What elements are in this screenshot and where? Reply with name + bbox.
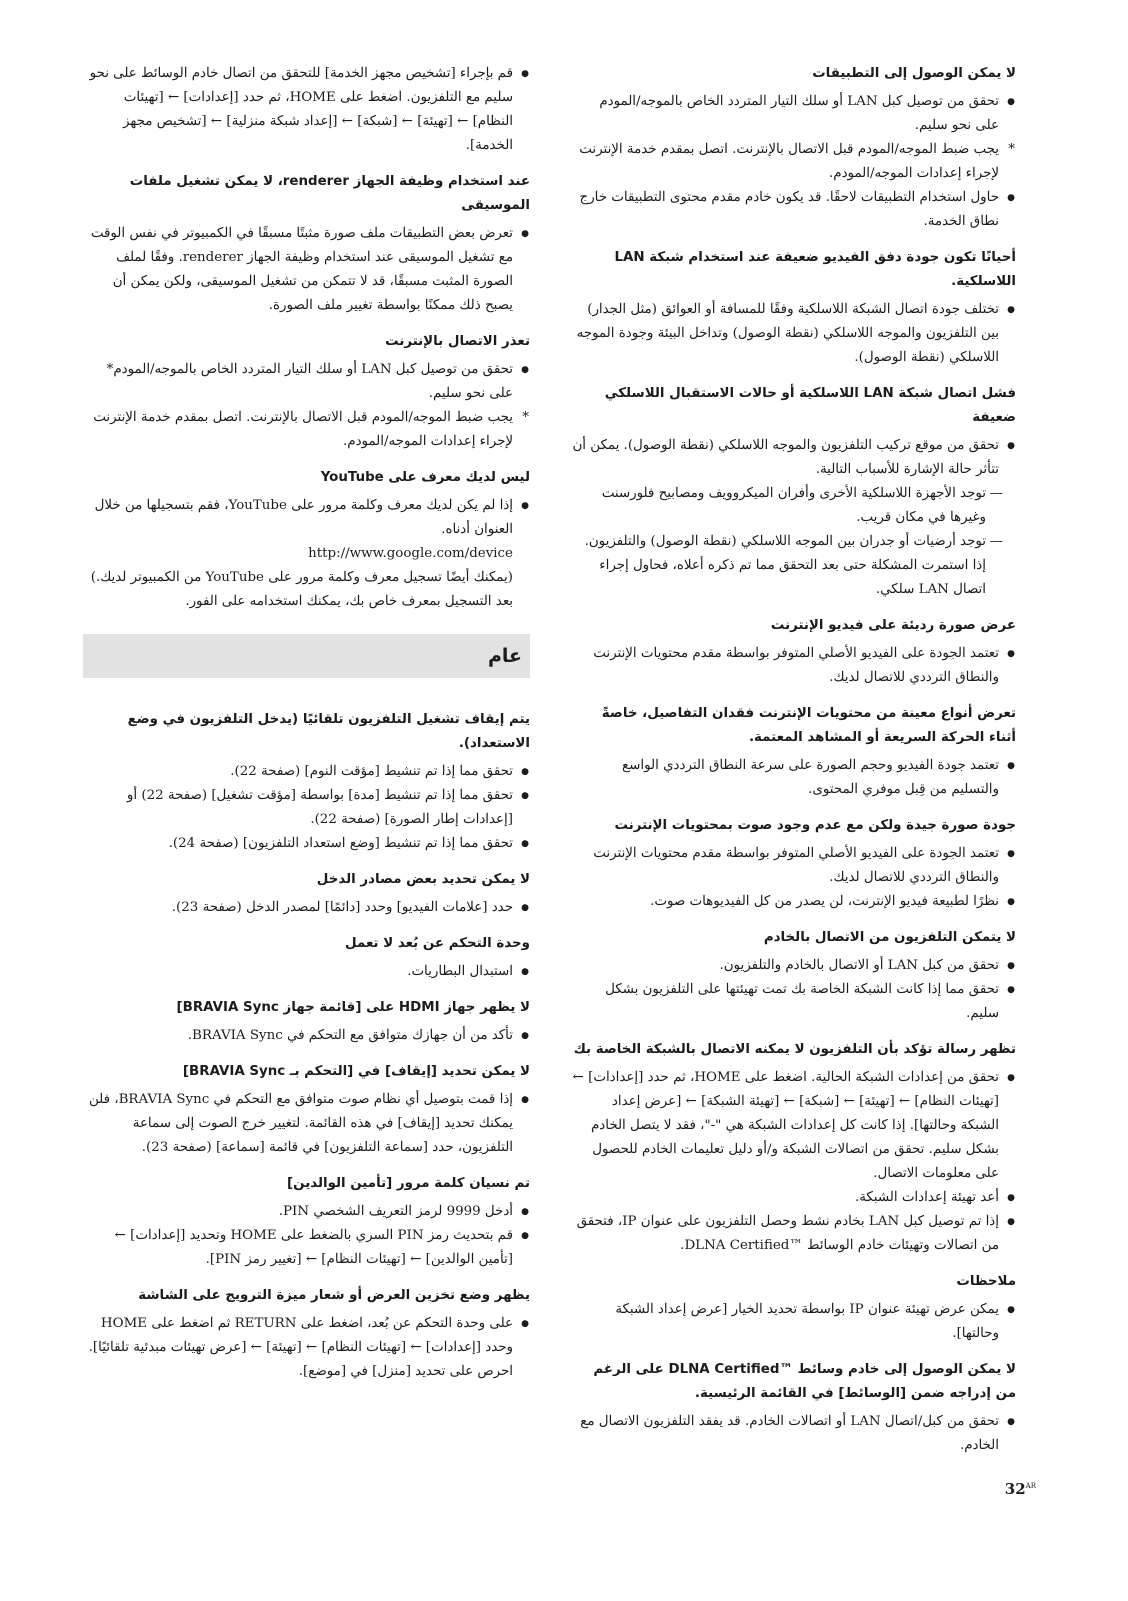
list-item: ● تحقق مما إذا تم تنشيط [وضع استعداد التلفزيون] (صفحة 24). bbox=[83, 832, 530, 856]
troubleshooting-section bbox=[572, 614, 1016, 690]
section-heading: لا يمكن الوصول إلى خادم وسائط ™DLNA Certified على الرغم من إدراجه ضمن [الوسائط] في القائمة الرئيسية. bbox=[593, 1362, 1016, 1401]
list-item: ● تعتمد الجودة على الفيديو الأصلي المتوفر بواسطة مقدم محتويات الإنترنت والنطاق الترددي للاتصال لديك. bbox=[572, 642, 1016, 690]
section-heading: عرض صورة رديئة على فيديو الإنترنت bbox=[770, 618, 1016, 633]
section-heading: تعرض أنواع معينة من محتويات الإنترنت فقدان التفاصيل، خاصةً أثناء الحركة السريعة أو المشاهد المعتمة. bbox=[601, 706, 1016, 745]
troubleshooting-section bbox=[572, 1358, 1016, 1458]
section-items bbox=[572, 1410, 1016, 1458]
section-heading: ملاحظات bbox=[956, 1274, 1016, 1289]
section-items bbox=[572, 842, 1016, 914]
section-items bbox=[572, 1066, 1016, 1258]
section-heading: لا يتمكن التلفزيون من الاتصال بالخادم bbox=[763, 930, 1016, 945]
list-item: ● إذا تم توصيل كبل LAN بخادم نشط وحصل التلفزيون على عنوان IP، فتحقق من اتصالات وتهيئات خادم الوسائط ™DLNA Certified. bbox=[572, 1210, 1016, 1258]
troubleshooting-section bbox=[572, 926, 1016, 1026]
left-column-bottom bbox=[83, 708, 530, 1384]
section-heading: لا يظهر جهاز HDMI على [قائمة جهاز BRAVIA Sync] bbox=[176, 1000, 530, 1015]
note-item: * يجب ضبط الموجه/المودم قبل الاتصال بالإنترنت. اتصل بمقدم خدمة الإنترنت لإجراء إعدادات الموجه/المودم. bbox=[83, 406, 530, 454]
list-item: ● حدد [علامات الفيديو] وحدد [دائمًا] لمصدر الدخل (صفحة 23). bbox=[83, 896, 530, 920]
list-item: ● يمكن عرض تهيئة عنوان IP بواسطة تحديد الخيار [عرض إعداد الشبكة وحالتها]. bbox=[572, 1298, 1016, 1346]
troubleshooting-section bbox=[83, 62, 530, 158]
list-item: ● تحقق مما إذا كانت الشبكة الخاصة بك تمت تهيئتها على التلفزيون بشكل سليم. bbox=[572, 978, 1016, 1026]
list-item: ● تختلف جودة اتصال الشبكة اللاسلكية وفقًا للمسافة أو العوائق (مثل الجدار) بين التلفزيون والموجه اللاسلكي (نقطة الوصول) وتداخل البيئة وجودة الموجه اللاسلكي (نقطة الوصول). bbox=[572, 298, 1016, 370]
section-heading: تم نسيان كلمة مرور [تأمين الوالدين] bbox=[287, 1176, 530, 1191]
list-item: ● تحقق من موقع تركيب التلفزيون والموجه اللاسلكي (نقطة الوصول). يمكن أن تتأثر حالة الإشارة للأسباب التالية. bbox=[572, 434, 1016, 482]
dash-item: — توجد أرضيات أو جدران بين الموجه اللاسلكي (نقطة الوصول) والتلفزيون. إذا استمرت المشكلة حتى بعد التحقق مما تم ذكره أعلاه، فحاول إجراء اتصال LAN سلكي. bbox=[572, 530, 1016, 602]
list-item: ● تحقق من إعدادات الشبكة الحالية. اضغط على HOME، ثم حدد [إعدادات] ← [تهيئات النظام] ← [تهيئة] ← [شبكة] ← [تهيئة الشبكة] ← [عرض إعداد الشبكة وحالتها]. إذا كانت كل إعدادات الشبكة هي "-"، فقد لا يتصل الخادم بشكل سليم. تحقق من اتصالات الشبكة و/أو دليل تعليمات الخادم للحصول على معلومات الاتصال. bbox=[572, 1066, 1016, 1186]
section-items bbox=[83, 222, 530, 318]
section-heading: لا يمكن تحديد بعض مصادر الدخل bbox=[316, 872, 530, 887]
section-items bbox=[83, 1312, 530, 1384]
section-items bbox=[83, 960, 530, 984]
page-number-suffix: AR bbox=[1025, 1482, 1036, 1490]
list-item: ● تعتمد جودة الفيديو وحجم الصورة على سرعة النطاق الترددي الواسع والتسليم من قِبل موفري المحتوى. bbox=[572, 754, 1016, 802]
list-item: ● على وحدة التحكم عن بُعد، اضغط على RETURN ثم اضغط على HOME وحدد [إعدادات] ← [تهيئات النظام] ← [تهيئة] ← [عرض تهيئات مبدئية تلقائيًا]. احرص على تحديد [منزل] في [موضع]. bbox=[83, 1312, 530, 1384]
troubleshooting-section bbox=[572, 382, 1016, 602]
troubleshooting-section bbox=[83, 1172, 530, 1272]
list-item: ● تحقق من توصيل كبل LAN أو سلك التيار المتردد الخاص بالموجه/المودم على نحو سليم. bbox=[572, 90, 1016, 138]
section-heading: تظهر رسالة تؤكد بأن التلفزيون لا يمكنه الاتصال بالشبكة الخاصة بك bbox=[573, 1042, 1016, 1057]
general-section-title: عام bbox=[487, 645, 522, 667]
section-items bbox=[572, 954, 1016, 1026]
note-item: * يجب ضبط الموجه/المودم قبل الاتصال بالإنترنت. اتصل بمقدم خدمة الإنترنت لإجراء إعدادات الموجه/المودم. bbox=[572, 138, 1016, 186]
section-items bbox=[83, 760, 530, 856]
section-heading: وحدة التحكم عن بُعد لا تعمل bbox=[345, 936, 530, 951]
list-item: ● قم بتحديث رمز PIN السري بالضغط على HOME وتحديد [إعدادات] ← [تأمين الوالدين] ← [تهيئات النظام] ← [تغيير رمز PIN]. bbox=[83, 1224, 530, 1272]
left-column bbox=[83, 62, 530, 1396]
troubleshooting-section bbox=[83, 996, 530, 1048]
section-items bbox=[572, 434, 1016, 602]
section-items bbox=[83, 358, 530, 454]
troubleshooting-section bbox=[572, 702, 1016, 802]
troubleshooting-section bbox=[83, 868, 530, 920]
list-item: ● إذا لم يكن لديك معرف وكلمة مرور على YouTube، فقم بتسجيلها من خلال العنوان أدناه. bbox=[83, 494, 530, 542]
troubleshooting-section bbox=[83, 466, 530, 614]
list-item: ● أدخل 9999 لرمز التعريف الشخصي PIN. bbox=[83, 1200, 530, 1224]
section-heading: أحيانًا تكون جودة دفق الفيديو ضعيفة عند استخدام شبكة LAN اللاسلكية. bbox=[614, 250, 1016, 289]
troubleshooting-section bbox=[83, 708, 530, 856]
troubleshooting-section bbox=[572, 246, 1016, 370]
list-item: ● أعد تهيئة إعدادات الشبكة. bbox=[572, 1186, 1016, 1210]
list-item: ● نظرًا لطبيعة فيديو الإنترنت، لن يصدر من كل الفيديوهات صوت. bbox=[572, 890, 1016, 914]
list-item: ● إذا قمت بتوصيل أي نظام صوت متوافق مع التحكم في BRAVIA Sync، فلن يمكنك تحديد [إيقاف] في هذه القائمة. لتغيير خرج الصوت إلى سماعة التلفزيون، حدد [سماعة التلفزيون] في قائمة [سماعة] (صفحة 23). bbox=[83, 1088, 530, 1160]
troubleshooting-section bbox=[572, 814, 1016, 914]
section-items bbox=[572, 642, 1016, 690]
section-items bbox=[572, 754, 1016, 802]
list-item: ● استبدال البطاريات. bbox=[83, 960, 530, 984]
list-item: ● قم بإجراء [تشخيص مجهز الخدمة] للتحقق من اتصال خادم الوسائط على نحو سليم مع التلفزيون. اضغط على HOME، ثم حدد [إعدادات] ← [تهيئات النظام] ← [تهيئة] ← [شبكة] ← [إعداد شبكة منزلية] ← [تشخيص مجهز الخدمة]. bbox=[83, 62, 530, 158]
page-number bbox=[1005, 1480, 1036, 1498]
list-item: ● تحقق من كبل LAN أو الاتصال بالخادم والتلفزيون. bbox=[572, 954, 1016, 978]
list-item: ● تأكد من أن جهازك متوافق مع التحكم في BRAVIA Sync. bbox=[83, 1024, 530, 1048]
url-item bbox=[83, 542, 530, 566]
section-heading: لا يمكن الوصول إلى التطبيقات bbox=[812, 66, 1016, 81]
troubleshooting-section bbox=[83, 1284, 530, 1384]
general-section-bar bbox=[83, 634, 530, 678]
section-heading: عند استخدام وظيفة الجهاز renderer، لا يمكن تشغيل ملفات الموسيقى bbox=[129, 174, 530, 213]
section-items bbox=[572, 90, 1016, 234]
list-item: ● تحقق من توصيل كبل LAN أو سلك التيار المتردد الخاص بالموجه/المودم* على نحو سليم. bbox=[83, 358, 530, 406]
troubleshooting-section bbox=[572, 1038, 1016, 1258]
section-items bbox=[83, 494, 530, 614]
section-heading: فشل اتصال شبكة LAN اللاسلكية أو حالات الاستقبال اللاسلكي ضعيفة bbox=[604, 386, 1016, 425]
troubleshooting-section bbox=[572, 1270, 1016, 1346]
troubleshooting-section bbox=[572, 62, 1016, 234]
section-items bbox=[572, 298, 1016, 370]
left-column-top bbox=[83, 62, 530, 614]
device-url: http://www.google.com/device bbox=[308, 546, 513, 561]
section-items bbox=[83, 1088, 530, 1160]
section-heading: جودة صورة جيدة ولكن مع عدم وجود صوت بمحتويات الإنترنت bbox=[614, 818, 1016, 833]
list-item: ● تحقق مما إذا تم تنشيط [مدة] بواسطة [مؤقت تشغيل] (صفحة 22) أو [إعدادات إطار الصورة] (صفحة 22). bbox=[83, 784, 530, 832]
troubleshooting-section bbox=[83, 330, 530, 454]
list-item: (يمكنك أيضًا تسجيل معرف وكلمة مرور على YouTube من الكمبيوتر لديك.) بعد التسجيل بمعرف خاص بك، يمكنك استخدامه على الفور. bbox=[90, 570, 513, 609]
troubleshooting-section bbox=[83, 170, 530, 318]
right-column bbox=[572, 62, 1016, 1470]
page-number-value: 32 bbox=[1004, 1480, 1026, 1498]
section-heading: لا يمكن تحديد [إيقاف] في [التحكم بـ BRAVIA Sync] bbox=[182, 1064, 530, 1079]
section-items bbox=[83, 1024, 530, 1048]
list-item: ● تحقق من كبل/اتصال LAN أو اتصالات الخادم. قد يفقد التلفزيون الاتصال مع الخادم. bbox=[572, 1410, 1016, 1458]
list-item: ● تعرض بعض التطبيقات ملف صورة مثبتًا مسبقًا في الكمبيوتر في نفس الوقت مع تشغيل الموسيقى عند استخدام وظيفة الجهاز renderer. وفقًا لملف الصورة المثبت مسبقًا، قد لا تتمكن من تشغيل الموسيقى، ولكن يمكن أن يصبح ذلك ممكنًا بواسطة تغيير ملف الصورة. bbox=[83, 222, 530, 318]
section-heading: يتم إيقاف تشغيل التلفزيون تلقائيًا (يدخل التلفزيون في وضع الاستعداد). bbox=[127, 712, 530, 751]
section-items bbox=[83, 896, 530, 920]
troubleshooting-section bbox=[83, 1060, 530, 1160]
section-heading: تعذر الاتصال بالإنترنت bbox=[385, 334, 530, 349]
section-heading: ليس لديك معرف على YouTube bbox=[320, 470, 530, 485]
troubleshooting-section bbox=[83, 932, 530, 984]
section-items bbox=[83, 1200, 530, 1272]
list-item: ● حاول استخدام التطبيقات لاحقًا. قد يكون خادم مقدم محتوى التطبيقات خارج نطاق الخدمة. bbox=[572, 186, 1016, 234]
list-item: ● تعتمد الجودة على الفيديو الأصلي المتوفر بواسطة مقدم محتويات الإنترنت والنطاق الترددي للاتصال لديك. bbox=[572, 842, 1016, 890]
section-heading: يظهر وضع تخزين العرض أو شعار ميزة الترويج على الشاشة bbox=[138, 1288, 530, 1303]
section-items bbox=[83, 62, 530, 158]
list-item: ● تحقق مما إذا تم تنشيط [مؤقت النوم] (صفحة 22). bbox=[83, 760, 530, 784]
section-items bbox=[572, 1298, 1016, 1346]
dash-item: — توجد الأجهزة اللاسلكية الأخرى وأفران الميكروويف ومصابيح فلورسنت وغيرها في مكان قريب. bbox=[572, 482, 1016, 530]
